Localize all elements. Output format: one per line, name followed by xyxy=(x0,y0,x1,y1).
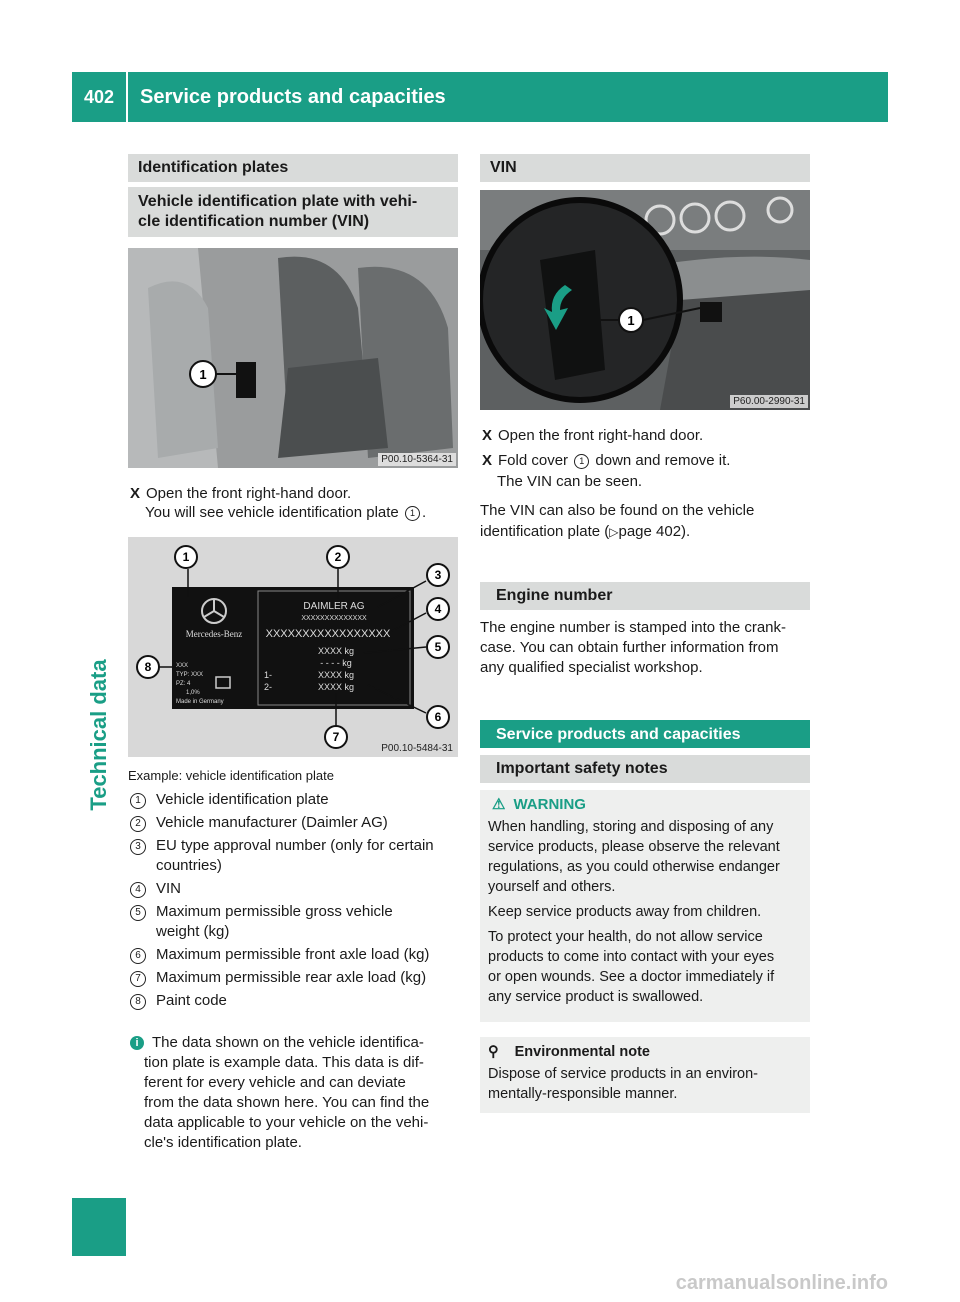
engine-line: case. You can obtain further information from xyxy=(480,639,779,656)
callout-1-icon: 1 xyxy=(405,506,420,521)
legend-text: Vehicle manufacturer (Daimler AG) xyxy=(156,814,388,831)
section-identification-plates: Identification plates xyxy=(128,154,458,182)
plate-diagram xyxy=(128,537,458,757)
env-line: mentally-responsible manner. xyxy=(488,1086,678,1102)
note-line: tion plate is example data. This data is dif- xyxy=(144,1054,424,1071)
callout-number: 5 xyxy=(434,640,442,654)
engine-line: The engine number is stamped into the crank- xyxy=(480,619,786,636)
legend-item xyxy=(130,991,460,1011)
note-line: data applicable to your vehicle on the vehi- xyxy=(144,1114,429,1131)
section-title: Engine number xyxy=(496,587,613,604)
callout-number: 7 xyxy=(332,730,340,744)
legend-text: countries) xyxy=(156,857,222,874)
warning-line: When handling, storing and disposing of any xyxy=(488,819,774,835)
dashboard-illustration xyxy=(480,190,810,410)
dashboard-photo xyxy=(480,190,810,410)
photo-id: P00.10-5364-31 xyxy=(378,453,456,466)
legend-item xyxy=(130,879,460,899)
plate-caption: Example: vehicle identification plate xyxy=(128,768,334,783)
legend-text: EU type approval number (only for certain xyxy=(156,837,434,854)
page-ref-icon: ▷ xyxy=(609,525,619,539)
section-vin: VIN xyxy=(480,154,810,182)
engine-text xyxy=(480,618,815,678)
step-text: Fold cover xyxy=(498,452,569,469)
legend-text: weight (kg) xyxy=(156,923,230,940)
legend-text: VIN xyxy=(156,880,182,897)
plate-left-line: TYP: XXX xyxy=(176,672,204,678)
warning-line: regulations, as you could otherwise endanger xyxy=(488,859,780,875)
plate-axle: 1- xyxy=(264,670,273,680)
step-fold-cover: X Fold cover 1 down and remove it. xyxy=(482,452,731,469)
subsection-title-line: cle identification number (VIN) xyxy=(138,213,370,230)
side-tab-label: Technical data xyxy=(86,659,111,811)
section-title: Service products and capacities xyxy=(496,726,741,743)
page-ref-link[interactable]: page 402). xyxy=(618,523,691,540)
subsection-title-line: Vehicle identification plate with vehi- xyxy=(138,193,418,210)
step-continue: The VIN can be seen. xyxy=(497,473,643,490)
callout-number: 2 xyxy=(334,550,342,564)
chapter-title: Service products and capacities xyxy=(128,72,888,122)
env-line: Dispose of service products in an environ- xyxy=(488,1066,758,1082)
section-engine-number xyxy=(480,582,810,610)
env-title: Environmental note xyxy=(514,1044,650,1060)
vin-text xyxy=(480,522,690,542)
warning-line: any service product is swallowed. xyxy=(488,989,704,1005)
callout-number: 4 xyxy=(434,602,442,616)
legend-text: Maximum permissible rear axle load (kg) xyxy=(156,969,427,986)
callout-number: 8 xyxy=(144,660,152,674)
plate-code-long: XXXXXXXXXXXXXXXXX xyxy=(265,628,391,640)
info-note xyxy=(130,1033,460,1153)
door-photo xyxy=(128,248,458,468)
note-line: from the data shown here. You can find the xyxy=(144,1094,430,1111)
warning-line: To protect your health, do not allow service xyxy=(488,929,763,945)
door-photo-illustration xyxy=(128,248,458,468)
subsection-vin-plate xyxy=(128,187,458,237)
legend-text: Vehicle identification plate xyxy=(156,791,329,808)
legend-item xyxy=(130,836,460,856)
plate-left-line: 1,0% xyxy=(186,690,200,696)
warning-icon: ⚠ xyxy=(492,796,506,813)
callout-number: 1 xyxy=(182,550,190,564)
plate-illustration xyxy=(128,537,458,757)
step-text: Open the front right-hand door. xyxy=(498,427,704,444)
warning-line: products to come into contact with your eyes xyxy=(488,949,775,965)
step-text: . xyxy=(421,504,427,521)
legend-item xyxy=(130,968,460,988)
legend-number-icon: 7 xyxy=(130,971,146,987)
vin-text: The VIN can also be found on the vehicle xyxy=(480,502,755,519)
lightbulb-icon: ⚲ xyxy=(488,1044,499,1060)
note-line: cle's identification plate. xyxy=(144,1134,302,1151)
vin-text-part: identification plate ( xyxy=(480,523,610,540)
warning-line: Keep service products away from children. xyxy=(488,904,762,920)
side-tab xyxy=(72,640,126,830)
warning-title: WARNING xyxy=(513,796,586,813)
legend-item xyxy=(130,813,460,833)
callout-1-icon: 1 xyxy=(574,454,589,469)
legend-text: Paint code xyxy=(156,992,227,1009)
note-line: The data shown on the vehicle identifica- xyxy=(152,1034,424,1051)
info-icon: i xyxy=(130,1036,144,1050)
photo-id: P60.00-2990-31 xyxy=(730,395,808,408)
step-open-door: X Open the front right-hand door. xyxy=(482,427,704,444)
environmental-note-box xyxy=(480,1037,810,1113)
legend-text: Maximum permissible front axle load (kg) xyxy=(156,946,430,963)
legend-number-icon: 5 xyxy=(130,905,146,921)
plate-left-line: XXX xyxy=(176,663,189,669)
plate-weight: XXXX kg xyxy=(317,682,355,692)
page-number: 402 xyxy=(72,72,126,122)
warning-line: or open wounds. See a doctor immediately if xyxy=(488,969,775,985)
callout-number: 3 xyxy=(434,568,442,582)
plate-weight: XXXX kg xyxy=(317,670,355,680)
engine-line: any qualified specialist workshop. xyxy=(480,659,703,676)
svg-text:1: 1 xyxy=(627,313,635,328)
warning-line: yourself and others. xyxy=(488,879,616,895)
callout-number: 6 xyxy=(434,710,442,724)
legend-number-icon: 4 xyxy=(130,882,146,898)
section-title: Important safety notes xyxy=(496,760,668,777)
legend-item xyxy=(130,902,460,922)
section-safety-notes xyxy=(480,755,810,783)
legend-number-icon: 1 xyxy=(130,793,146,809)
plate-left-line: PZ: 4 xyxy=(176,681,191,687)
legend-item xyxy=(130,856,460,876)
plate-code-short: XXXXXXXXXXXXXX xyxy=(301,615,367,622)
plate-weight: - - - - kg xyxy=(320,658,352,668)
legend-number-icon: 2 xyxy=(130,816,146,832)
plate-axle: 2- xyxy=(264,682,273,692)
legend-text: Maximum permissible gross vehicle xyxy=(156,903,393,920)
note-line: ferent for every vehicle and can deviate xyxy=(144,1074,406,1091)
plate-weight: XXXX kg xyxy=(317,646,355,656)
plate-maker: DAIMLER AG xyxy=(303,601,365,612)
photo-id: P00.10-5484-31 xyxy=(381,743,453,754)
side-tab-marker xyxy=(72,1198,126,1256)
step-text: Open the front right-hand door. xyxy=(146,485,352,502)
step-text: You will see vehicle identification plate xyxy=(145,504,399,521)
legend-number-icon: 8 xyxy=(130,994,146,1010)
legend-item xyxy=(130,790,460,810)
legend-number-icon: 6 xyxy=(130,948,146,964)
step-continue xyxy=(145,503,426,523)
legend-number-icon: 3 xyxy=(130,839,146,855)
legend-item xyxy=(130,922,460,942)
step-open-door: X Open the front right-hand door. xyxy=(130,485,352,502)
watermark: carmanualsonline.info xyxy=(675,1272,888,1294)
svg-text:1: 1 xyxy=(199,367,207,382)
legend-list xyxy=(130,790,460,1011)
warning-box xyxy=(480,790,810,1022)
plate-made: Made in Germany xyxy=(176,699,224,705)
step-text: down and remove it. xyxy=(595,452,731,469)
plate-brand: Mercedes-Benz xyxy=(185,629,243,639)
section-service-products xyxy=(480,720,810,748)
warning-line: service products, please observe the relevant xyxy=(488,839,780,855)
legend-item xyxy=(130,945,460,965)
